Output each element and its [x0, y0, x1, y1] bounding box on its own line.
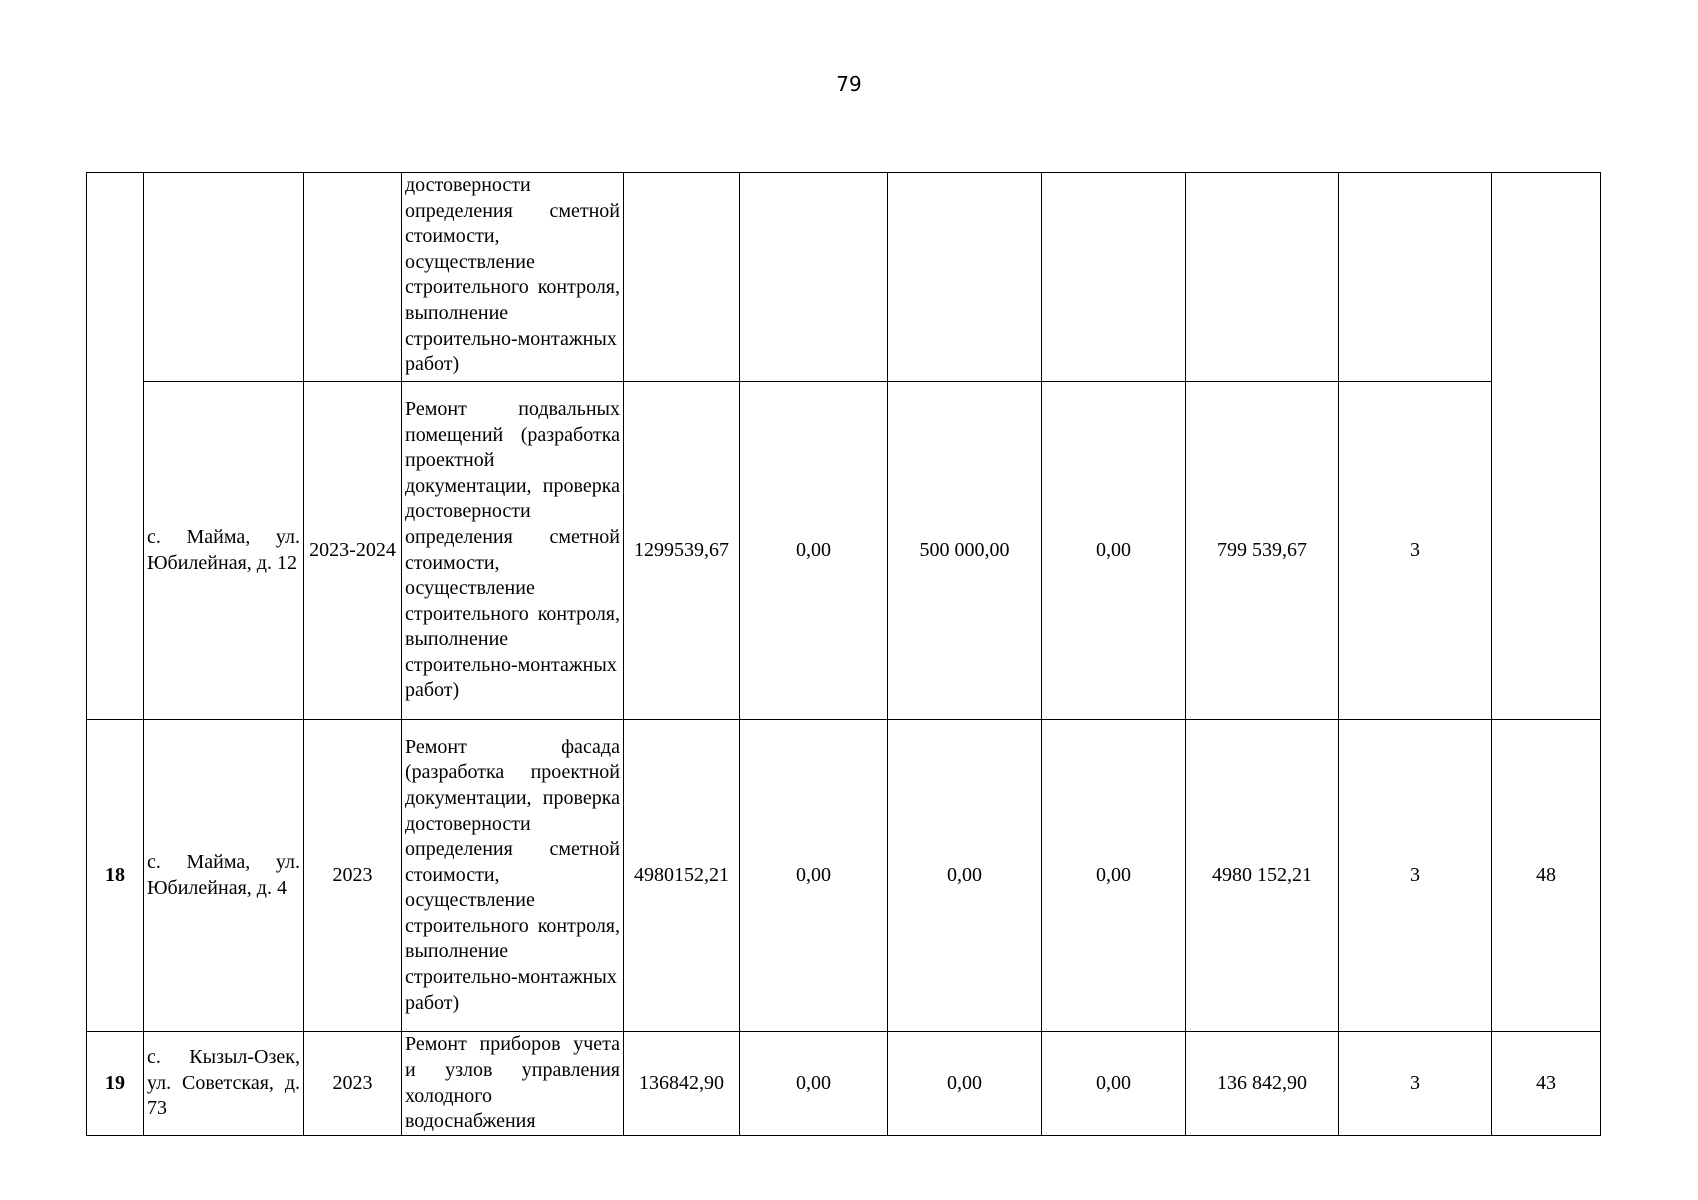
amount-cell-c	[1042, 173, 1186, 382]
count-cell	[1492, 173, 1601, 720]
address-cell	[144, 173, 304, 382]
code-cell	[1339, 173, 1492, 382]
page-number: 79	[836, 72, 862, 96]
amount-cell-a: 0,00	[740, 720, 888, 1032]
period-cell: 2023	[304, 1032, 402, 1136]
count-cell: 48	[1492, 720, 1601, 1032]
amount-cell-a: 0,00	[740, 382, 888, 720]
total-cost-cell: 136842,90	[624, 1032, 740, 1136]
amount-cell-a	[740, 173, 888, 382]
amount-cell-d: 799 539,67	[1186, 382, 1339, 720]
address-cell: с. Кызыл-Озек, ул. Советская, д. 73	[144, 1032, 304, 1136]
amount-cell-c: 0,00	[1042, 720, 1186, 1032]
row-number: 18	[87, 720, 144, 1032]
total-cost-cell: 1299539,67	[624, 382, 740, 720]
row-number: 19	[87, 1032, 144, 1136]
row-number	[87, 173, 144, 720]
amount-cell-d: 136 842,90	[1186, 1032, 1339, 1136]
work-description-cell: Ремонт подвальных помещений (разработка проектной документации, проверка достоверности определения сметной стоимости, осуществление строительного контроля, выполнение строительно-монтажных работ)	[402, 382, 624, 720]
amount-cell-d: 4980 152,21	[1186, 720, 1339, 1032]
total-cost-cell: 4980152,21	[624, 720, 740, 1032]
period-cell	[304, 173, 402, 382]
amount-cell-b	[888, 173, 1042, 382]
code-cell: 3	[1339, 720, 1492, 1032]
address-cell: с. Майма, ул. Юбилейная, д. 4	[144, 720, 304, 1032]
amount-cell-b: 500 000,00	[888, 382, 1042, 720]
period-cell: 2023	[304, 720, 402, 1032]
table-row	[87, 720, 1601, 1032]
table-row	[87, 382, 1601, 720]
work-description-cell: Ремонт фасада (разработка проектной документации, проверка достоверности определения сметной стоимости, осуществление строительного контроля, выполнение строительно-монтажных работ)	[402, 720, 624, 1032]
work-description-cell: достоверности определения сметной стоимости, осуществление строительного контроля, выполнение строительно-монтажных работ)	[402, 173, 624, 382]
table-row	[87, 173, 1601, 382]
code-cell: 3	[1339, 382, 1492, 720]
total-cost-cell	[624, 173, 740, 382]
address-cell: с. Майма, ул. Юбилейная, д. 12	[144, 382, 304, 720]
period-cell: 2023-2024	[304, 382, 402, 720]
amount-cell-c: 0,00	[1042, 382, 1186, 720]
work-description-cell: Ремонт приборов учета и узлов управления холодного водоснабжения	[402, 1032, 624, 1136]
amount-cell-b: 0,00	[888, 1032, 1042, 1136]
amount-cell-d	[1186, 173, 1339, 382]
code-cell: 3	[1339, 1032, 1492, 1136]
amount-cell-b: 0,00	[888, 720, 1042, 1032]
amount-cell-a: 0,00	[740, 1032, 888, 1136]
count-cell: 43	[1492, 1032, 1601, 1136]
table-row	[87, 1032, 1601, 1136]
capital-repair-table	[86, 172, 1601, 1136]
amount-cell-c: 0,00	[1042, 1032, 1186, 1136]
